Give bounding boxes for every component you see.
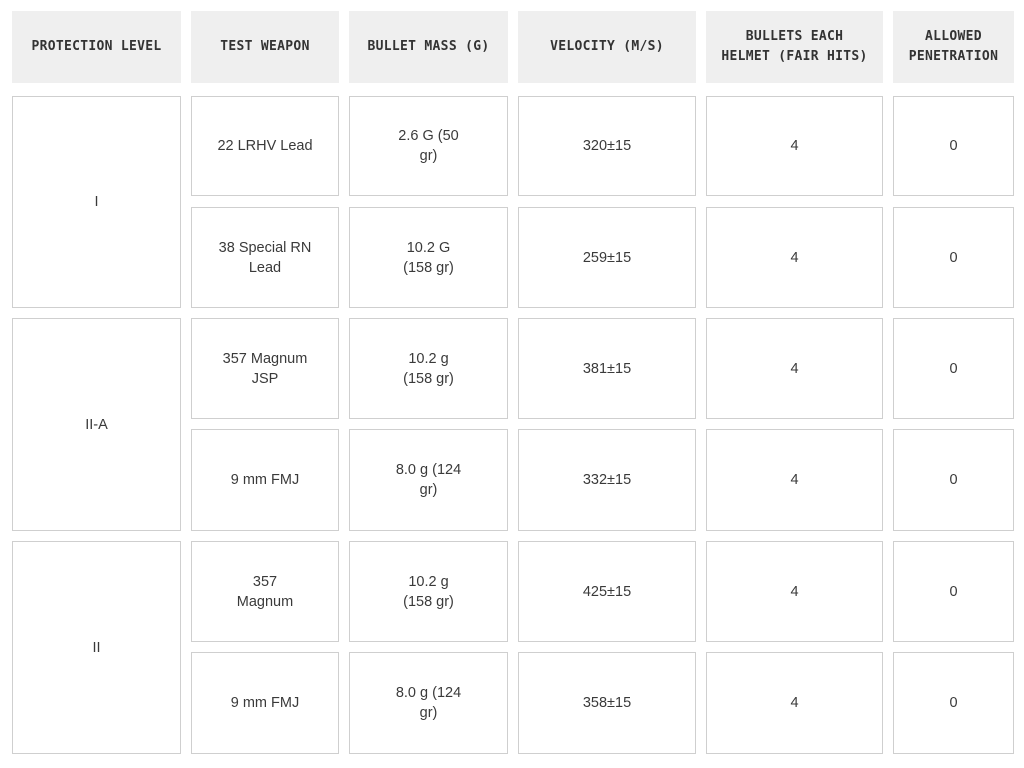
penetration-cell [893,96,1014,196]
test-weapon-value: 357 Magnum [236,573,294,610]
test-weapon-cell [191,318,339,419]
header-label: VELOCITY (M/S) [550,39,664,54]
test-weapon-cell [191,541,339,642]
test-weapon-cell [191,429,339,531]
bullets-value: 4 [790,138,799,154]
test-weapon-value: 38 Special RN Lead [218,239,312,276]
protection-level-cell [12,318,181,531]
protection-level-cell [12,96,181,308]
penetration-value: 0 [949,249,958,266]
bullets-value: 4 [790,360,799,377]
bullet-mass-value: 10.2 g (158 gr) [403,350,454,387]
test-weapon-cell [191,96,339,196]
bullet-mass-value: 10.2 G (158 gr) [403,239,454,276]
velocity-cell [518,207,696,308]
penetration-cell [893,318,1014,419]
header-allowed-penetration [893,11,1014,83]
bullets-cell [706,318,883,419]
test-weapon-value: 9 mm FMJ [230,472,300,488]
velocity-value: 425±15 [582,583,632,600]
test-weapon-cell [191,207,339,308]
penetration-value: 0 [949,583,958,600]
bullet-mass-cell [349,318,508,419]
bullet-mass-cell [349,652,508,754]
velocity-cell [518,96,696,196]
bullet-mass-value: 10.2 g (158 gr) [403,573,454,610]
bullet-mass-cell [349,541,508,642]
bullets-value: 4 [790,695,799,711]
bullets-cell [706,429,883,531]
header-label: ALLOWED PENETRATION [908,29,999,64]
bullets-cell [706,207,883,308]
bullet-mass-value: 2.6 G (50 gr) [398,128,459,164]
penetration-value: 0 [949,360,958,377]
protection-level-label: I [94,194,99,210]
bullet-mass-cell [349,207,508,308]
bullet-mass-value: 8.0 g (124 gr) [395,685,462,721]
penetration-cell [893,207,1014,308]
velocity-cell [518,318,696,419]
penetration-value: 0 [949,695,958,711]
header-velocity [518,11,696,83]
velocity-value: 358±15 [582,695,632,711]
bullets-value: 4 [790,583,799,600]
bullets-cell [706,652,883,754]
penetration-value: 0 [949,472,958,488]
header-label: BULLET MASS (G) [367,39,490,54]
protection-level-label: II [92,639,101,656]
velocity-value: 381±15 [582,360,632,377]
bullet-mass-cell [349,429,508,531]
bullet-mass-value: 8.0 g (124 gr) [395,462,462,498]
velocity-value: 259±15 [582,249,632,266]
header-label: BULLETS EACH HELMET (FAIR HITS) [721,29,868,64]
velocity-cell [518,429,696,531]
penetration-cell [893,652,1014,754]
bullets-cell [706,96,883,196]
penetration-cell [893,429,1014,531]
velocity-cell [518,541,696,642]
header-label: TEST WEAPON [220,39,310,54]
header-protection-level [12,11,181,83]
test-weapon-value: 9 mm FMJ [230,695,300,711]
header-bullets-each-helmet [706,11,883,83]
penetration-cell [893,541,1014,642]
bullets-cell [706,541,883,642]
bullets-value: 4 [790,472,799,488]
velocity-value: 332±15 [582,472,632,488]
protection-level-cell [12,541,181,754]
header-test-weapon [191,11,339,83]
test-weapon-value: 22 LRHV Lead [217,138,313,154]
protection-level-label: II-A [85,416,108,433]
bullets-value: 4 [790,249,799,266]
header-bullet-mass [349,11,508,83]
test-weapon-cell [191,652,339,754]
bullet-mass-cell [349,96,508,196]
velocity-value: 320±15 [582,138,632,154]
penetration-value: 0 [949,138,958,154]
test-weapon-value: 357 Magnum JSP [222,350,308,387]
velocity-cell [518,652,696,754]
header-label: PROTECTION LEVEL [31,39,162,54]
